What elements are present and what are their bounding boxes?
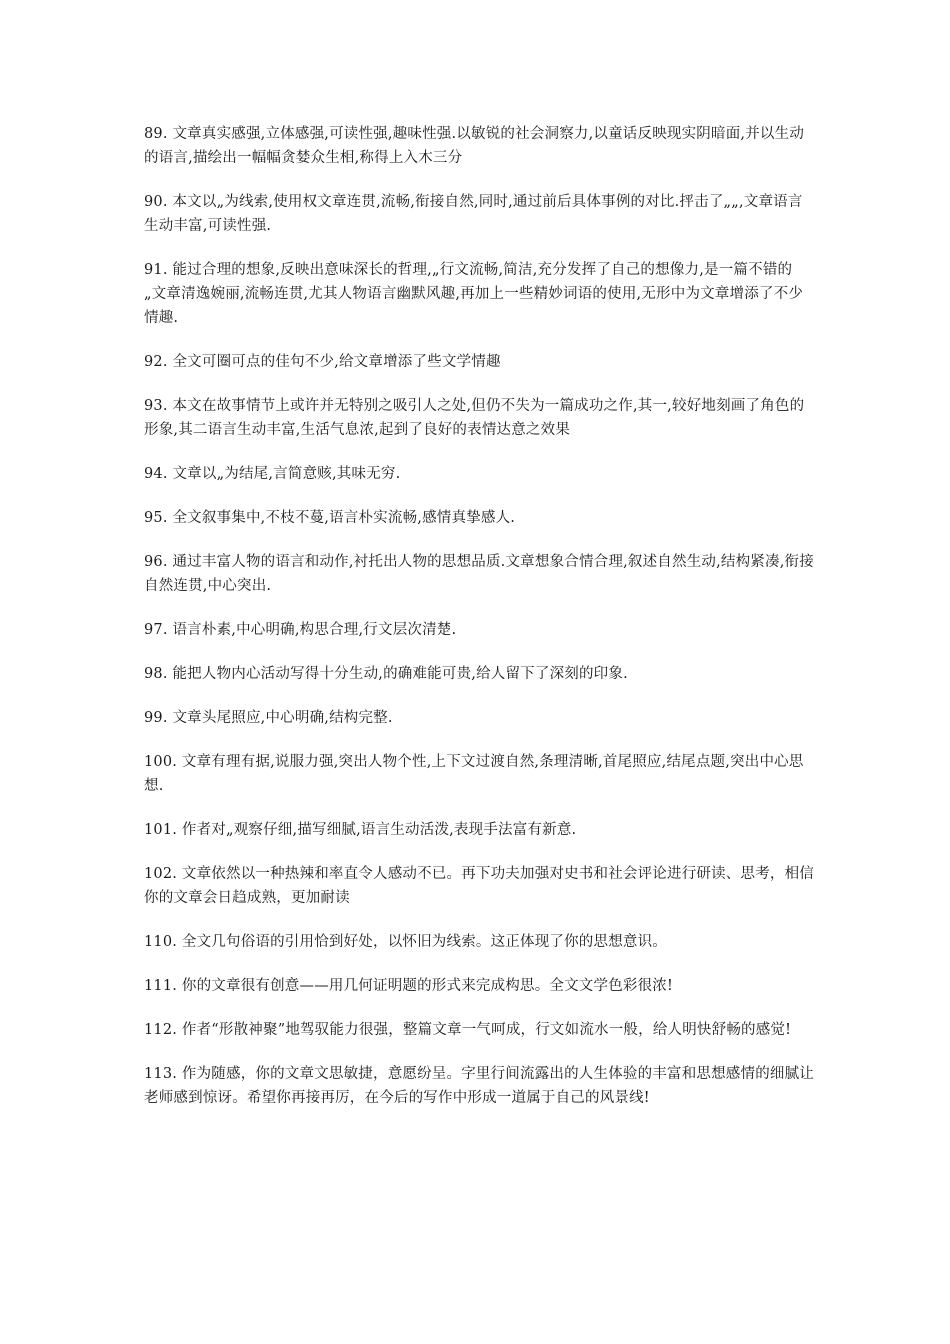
- comment-entry: 110. 全文几句俗语的引用恰到好处，以怀旧为线索。这正体现了你的思想意识。: [144, 934, 667, 950]
- comment-entry: 101. 作者对„观察仔细,描写细腻,语言生动活泼,表现手法富有新意.: [144, 822, 577, 838]
- comment-entry: 91. 能过合理的想象,反映出意味深长的哲理,„行文流畅,简洁,充分发挥了自己的想像力,是一篇不错的„文章清逸婉丽,流畅连贯,尤其人物语言幽默风趣,再加上一些精妙词语的使用,无形中为文章增添了不少情趣.: [144, 262, 804, 326]
- comment-entry: 99. 文章头尾照应,中心明确,结构完整.: [144, 710, 393, 726]
- comment-entry: 95. 全文叙事集中,不枝不蔓,语言朴实流畅,感情真挚感人.: [144, 510, 516, 526]
- comment-entry: 97. 语言朴素,中心明确,构思合理,行文层次清楚.: [144, 622, 457, 638]
- comment-entry: 98. 能把人物内心活动写得十分生动,的确难能可贵,给人留下了深刻的印象.: [144, 666, 628, 682]
- comment-entry: 112. 作者“形散神聚”地驾驭能力很强，整篇文章一气呵成，行文如流水一般，给人明快舒畅的感觉!: [144, 1022, 792, 1038]
- comment-entry: 93. 本文在故事情节上或许并无特别之吸引人之处,但仍不失为一篇成功之作,其一,较好地刻画了角色的形象,其二语言生动丰富,生活气息浓,起到了良好的表情达意之效果: [144, 398, 805, 438]
- document-page: [144, 122, 814, 1130]
- comment-entry: 94. 文章以„为结尾,言简意赅,其味无穷.: [144, 466, 401, 482]
- comment-entry: 111. 你的文章很有创意——用几何证明题的形式来完成构思。全文文学色彩很浓!: [144, 978, 674, 994]
- comment-entry: 89. 文章真实感强,立体感强,可读性强,趣味性强.以敏锐的社会洞察力,以童话反映现实阴暗面,并以生动的语言,描绘出一幅幅贪婪众生相,称得上入木三分: [144, 126, 805, 166]
- comment-entry: 100. 文章有理有据,说服力强,突出人物个性,上下文过渡自然,条理清晰,首尾照应,结尾点题,突出中心思想.: [144, 754, 804, 794]
- comment-entry: 96. 通过丰富人物的语言和动作,衬托出人物的思想品质.文章想象合情合理,叙述自然生动,结构紧凑,衔接自然连贯,中心突出.: [144, 554, 814, 594]
- comment-entry: 102. 文章依然以一种热辣和率直令人感动不已。再下功夫加强对史书和社会评论进行研读、思考，相信你的文章会日趋成熟，更加耐读: [144, 866, 814, 906]
- comment-entry: 92. 全文可圈可点的佳句不少,给文章增添了些文学情趣: [144, 354, 501, 370]
- comment-entry: 113. 作为随感，你的文章文思敏捷，意愿纷呈。字里行间流露出的人生体验的丰富和思想感情的细腻让老师感到惊讶。希望你再接再厉，在今后的写作中形成一道属于自己的风景线!: [144, 1066, 814, 1106]
- comment-entry: 90. 本文以„为线索,使用权文章连贯,流畅,衔接自然,同时,通过前后具体事例的对比.抨击了„„,文章语言生动丰富,可读性强.: [144, 194, 803, 234]
